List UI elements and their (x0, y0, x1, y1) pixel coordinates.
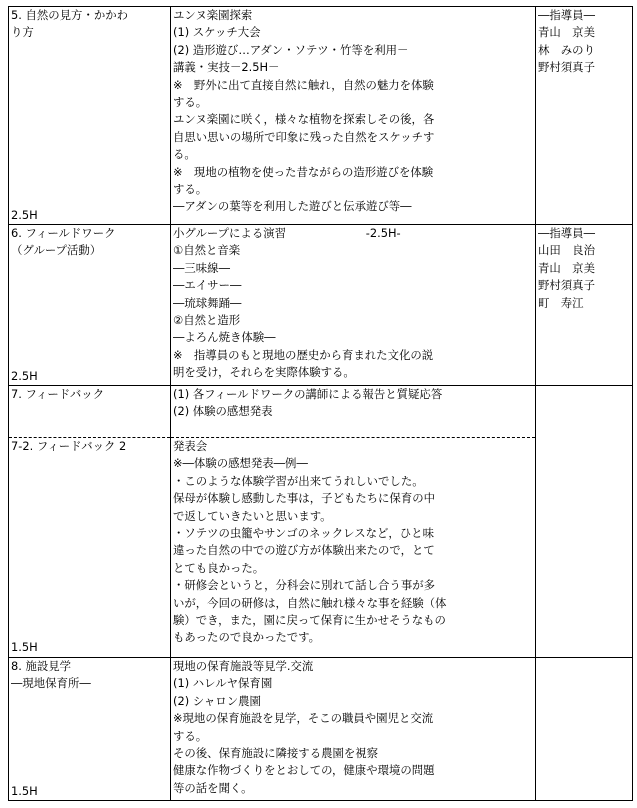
content-line: ―エイサー― (173, 278, 242, 293)
content-line: 講義・実技－2.5H－ (173, 60, 280, 75)
topic-line: 7. フィードバック (11, 387, 105, 401)
content-line: ・研修会というと，分科会に別れて話し合う事が多 (173, 578, 435, 593)
staff-cell (536, 7, 633, 225)
content-line: もあったので良かったです。 (173, 630, 321, 645)
content-line: ―よろん焼き体験― (173, 330, 276, 345)
content-line: ユンヌ楽園探索 (173, 8, 253, 22)
content-line: (1) スケッチ大会 (173, 25, 261, 40)
content-line: (2) シャロン農園 (173, 693, 261, 708)
duration-label: 1.5H (11, 783, 38, 798)
staff-cell (536, 658, 633, 801)
topic-cell (9, 7, 171, 225)
content-line: する。 (173, 728, 208, 743)
staff-cell (536, 225, 633, 386)
topic-line: り方 (11, 25, 34, 40)
table-row (9, 225, 633, 386)
staff-line: 青山 京美 (538, 260, 595, 275)
content-line: ・ソテツの虫籠やサンゴのネックレスなど，ひと味 (173, 526, 434, 541)
topic-line: 6. フィールドワーク (11, 226, 116, 240)
table-row (9, 658, 633, 801)
duration-label: 1.5H (11, 639, 38, 654)
staff-line: 町 寿江 (538, 295, 584, 310)
content-line: 小グループによる演習 -2.5H- (173, 226, 401, 240)
duration-label: 2.5H (11, 368, 38, 383)
content-line: ※ 野外に出て直接自然に触れ，自然の魅力を体験 (173, 77, 434, 92)
content-cell (171, 7, 536, 225)
topic-line: （グループ活動） (11, 243, 102, 258)
staff-line: 青山 京美 (538, 25, 595, 40)
content-cell (171, 658, 536, 801)
content-line: いが，今回の研修は，自然に触れ様々な事を経験（体 (173, 595, 447, 610)
content-line: ―三味線― (173, 260, 230, 275)
staff-cell (536, 386, 633, 658)
content-line: で返していきたいと思います。 (173, 508, 332, 523)
content-line: 保母が体験し感動した事は，子どもたちに保育の中 (173, 491, 435, 506)
topic-line: 8. 施設見学 (11, 659, 72, 673)
feedback-topic-section (9, 386, 170, 438)
topic-line: 5. 自然の見方・かかわ (11, 8, 129, 22)
staff-line: 野村須真子 (538, 60, 595, 75)
staff-line: 山田 良治 (538, 243, 595, 258)
content-line: ※ 現地の植物を使った昔ながらの造形遊びを体験 (173, 164, 434, 179)
feedback-content-section (171, 386, 535, 438)
topic-line: ―現地保育所― (11, 676, 91, 691)
content-line: る。 (173, 147, 196, 162)
content-line: 違った自然の中での遊び方が体験出来たので，とて (173, 543, 435, 558)
content-line: 験）でき，また，園に戻って保育に生かせそうなもの (173, 613, 446, 628)
feedback2-topic-section (9, 438, 170, 656)
content-line: (2) 造形遊び…アダン・ソテツ・竹等を利用－ (173, 42, 409, 57)
content-line: ユンヌ楽園に咲く，様々な植物を探索しその後，各 (173, 112, 435, 127)
content-line: (1) ハレルヤ保育園 (173, 676, 273, 691)
content-line: 健康な作物づくりをとおしての，健康や環境の問題 (173, 763, 435, 778)
schedule-table (8, 6, 633, 801)
content-line: ①自然と音楽 (173, 243, 241, 258)
content-line: (2) 体験の感想発表 (173, 404, 273, 419)
content-cell (171, 225, 536, 386)
content-line: する。 (173, 95, 208, 110)
content-line: (1) 各フィールドワークの講師による報告と質疑応答 (173, 387, 443, 401)
staff-line: ―指導員― (538, 226, 595, 240)
staff-line: 野村須真子 (538, 278, 595, 293)
content-line: ※現地の保育施設を見学，そこの職員や園児と交流 (173, 711, 434, 726)
content-line: その後、保育施設に隣接する農園を視察 (173, 746, 379, 761)
content-line: 現地の保育施設等見学.交流 (173, 659, 314, 673)
content-line: ※―体験の感想発表―例― (173, 456, 308, 471)
content-cell (171, 386, 536, 658)
feedback2-content-section (171, 438, 535, 647)
content-line: ・このような体験学習が出来てうれしいでした。 (173, 473, 424, 488)
staff-line: ―指導員― (538, 8, 595, 22)
content-line: ―琉球舞踊― (173, 295, 242, 310)
content-line: 等の話を聞く。 (173, 780, 253, 795)
content-line: 発表会 (173, 439, 208, 453)
content-line: する。 (173, 182, 208, 197)
staff-line: 林 みのり (538, 42, 595, 57)
content-line: ―アダンの葉等を利用した遊びと伝承遊び等― (173, 199, 412, 214)
topic-cell (9, 658, 171, 801)
content-line: ②自然と造形 (173, 313, 241, 328)
duration-label: 2.5H (11, 207, 38, 222)
topic-line: 7-2. フィードバック 2 (11, 439, 127, 453)
table-row (9, 386, 633, 658)
content-line: ※ 指導員のもと現地の歴史から育まれた文化の説 (173, 347, 434, 362)
table-row (9, 7, 633, 225)
topic-cell (9, 386, 171, 658)
content-line: とても良かった。 (173, 560, 265, 575)
topic-cell (9, 225, 171, 386)
content-line: 明を受け，それらを実際体験する。 (173, 365, 355, 380)
content-line: 自思い思いの場所で印象に残った自然をスケッチす (173, 129, 435, 144)
